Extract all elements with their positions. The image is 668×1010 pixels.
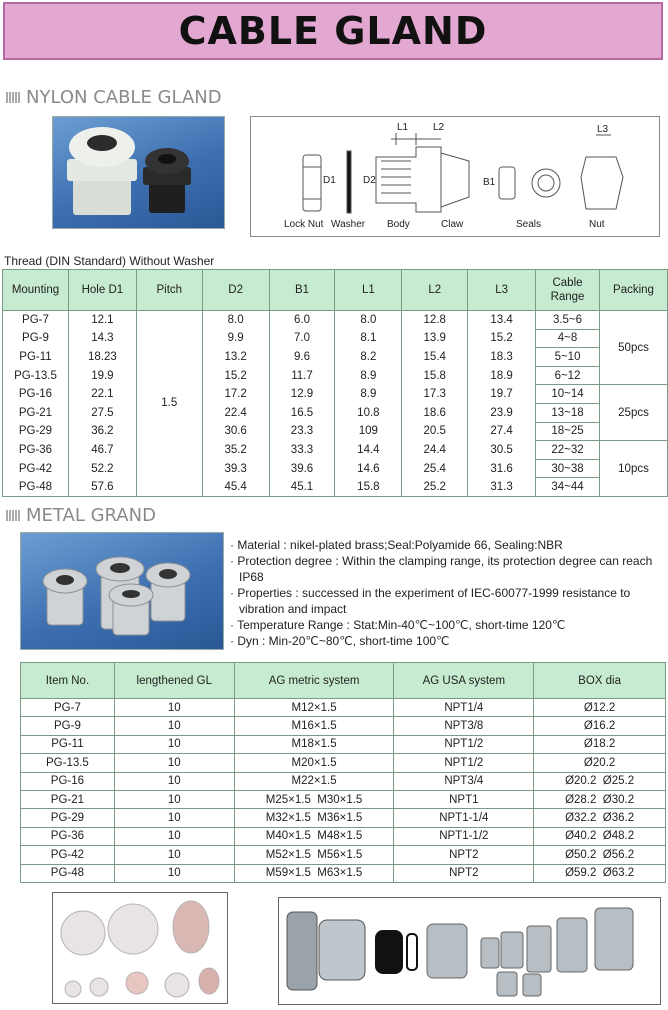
cell-l1: 109 bbox=[335, 422, 402, 441]
dim-d2: D2 bbox=[363, 175, 376, 186]
metal-gland-photo bbox=[20, 532, 224, 650]
cell-ag-metric: M40×1.5 M48×1.5 bbox=[234, 827, 394, 845]
prop-material: · Material : nikel-plated brass;Seal:Polyamide 66, Sealing:NBR bbox=[230, 537, 666, 553]
cell-hole-d1: 57.6 bbox=[68, 478, 136, 497]
thread-caption: Thread (DIN Standard) Without Washer bbox=[4, 254, 215, 268]
cell-l2: 25.2 bbox=[402, 478, 468, 497]
table-row bbox=[21, 790, 666, 808]
label-claw: Claw bbox=[441, 219, 464, 230]
cell-packing: 50pcs bbox=[600, 311, 668, 385]
cell-l3: 15.2 bbox=[468, 329, 536, 348]
cell-l3: 19.7 bbox=[468, 385, 536, 404]
cell-ag-metric: M52×1.5 M56×1.5 bbox=[234, 846, 394, 864]
cell-lengthened-gl: 10 bbox=[114, 827, 234, 845]
col-b1: B1 bbox=[269, 270, 335, 311]
heading-bars-icon bbox=[6, 510, 20, 521]
cell-packing: 25pcs bbox=[600, 385, 668, 441]
cell-mounting: PG-42 bbox=[3, 459, 69, 478]
prop-protection-degree: · Protection degree : Within the clamping range, its protection degree can reach IP68 bbox=[230, 553, 666, 585]
cell-b1: 45.1 bbox=[269, 478, 335, 497]
table-row bbox=[3, 403, 668, 422]
col-hole-d1: Hole D1 bbox=[68, 270, 136, 311]
cell-l1: 14.4 bbox=[335, 441, 402, 460]
cell-packing: 10pcs bbox=[600, 441, 668, 497]
cell-b1: 33.3 bbox=[269, 441, 335, 460]
cell-item-no: PG-11 bbox=[21, 735, 115, 753]
cell-ag-metric: M12×1.5 bbox=[234, 699, 394, 717]
cell-lengthened-gl: 10 bbox=[114, 864, 234, 882]
cell-b1: 39.6 bbox=[269, 459, 335, 478]
dim-l2: L2 bbox=[433, 122, 445, 133]
cell-d2: 39.3 bbox=[202, 459, 269, 478]
cell-lengthened-gl: 10 bbox=[114, 699, 234, 717]
table-row bbox=[3, 366, 668, 385]
metal-spec-table bbox=[20, 662, 666, 883]
cell-ag-metric: M18×1.5 bbox=[234, 735, 394, 753]
cell-mounting: PG-21 bbox=[3, 403, 69, 422]
cell-l3: 31.6 bbox=[468, 459, 536, 478]
cell-mounting: PG-29 bbox=[3, 422, 69, 441]
cell-ag-metric: M32×1.5 M36×1.5 bbox=[234, 809, 394, 827]
cell-box-dia: Ø59.2 Ø63.2 bbox=[534, 864, 666, 882]
cell-box-dia: Ø16.2 bbox=[534, 717, 666, 735]
dim-b1: B1 bbox=[483, 177, 496, 188]
cell-item-no: PG-48 bbox=[21, 864, 115, 882]
cell-l3: 23.9 bbox=[468, 403, 536, 422]
dim-l1: L1 bbox=[397, 122, 409, 133]
prop-temperature-range: · Temperature Range : Stat:Min-40℃~100℃, short-time 120℃ bbox=[230, 617, 666, 633]
cell-mounting: PG-9 bbox=[3, 329, 69, 348]
table-row bbox=[21, 754, 666, 772]
cell-l2: 18.6 bbox=[402, 403, 468, 422]
table-row bbox=[3, 311, 668, 330]
cell-mounting: PG-11 bbox=[3, 348, 69, 367]
cell-d2: 35.2 bbox=[202, 441, 269, 460]
cell-item-no: PG-9 bbox=[21, 717, 115, 735]
nylon-header-row bbox=[3, 270, 668, 311]
label-nut: Nut bbox=[589, 219, 605, 230]
cell-b1: 12.9 bbox=[269, 385, 335, 404]
cell-d2: 15.2 bbox=[202, 366, 269, 385]
table-row bbox=[3, 441, 668, 460]
cell-cable-range: 6~12 bbox=[536, 366, 600, 385]
col-mounting: Mounting bbox=[3, 270, 69, 311]
nylon-spec-table bbox=[2, 269, 668, 497]
cell-l2: 12.8 bbox=[402, 311, 468, 330]
col-d2: D2 bbox=[202, 270, 269, 311]
cell-ag-usa: NPT3/8 bbox=[394, 717, 534, 735]
cell-ag-metric: M25×1.5 M30×1.5 bbox=[234, 790, 394, 808]
cell-l1: 15.8 bbox=[335, 478, 402, 497]
cell-l1: 8.9 bbox=[335, 385, 402, 404]
table-row bbox=[3, 478, 668, 497]
cell-l1: 8.9 bbox=[335, 366, 402, 385]
col-packing: Packing bbox=[600, 270, 668, 311]
cell-hole-d1: 12.1 bbox=[68, 311, 136, 330]
col-l3: L3 bbox=[468, 270, 536, 311]
cell-l2: 24.4 bbox=[402, 441, 468, 460]
cell-box-dia: Ø50.2 Ø56.2 bbox=[534, 846, 666, 864]
cell-cable-range: 22~32 bbox=[536, 441, 600, 460]
cell-mounting: PG-13.5 bbox=[3, 366, 69, 385]
cell-l3: 18.9 bbox=[468, 366, 536, 385]
metal-heading-text: METAL GRAND bbox=[26, 505, 156, 526]
cell-hole-d1: 19.9 bbox=[68, 366, 136, 385]
table-row bbox=[21, 699, 666, 717]
table-row bbox=[21, 864, 666, 882]
cell-d2: 17.2 bbox=[202, 385, 269, 404]
cell-hole-d1: 14.3 bbox=[68, 329, 136, 348]
table-row bbox=[21, 772, 666, 790]
title-banner bbox=[3, 2, 663, 60]
cell-item-no: PG-21 bbox=[21, 790, 115, 808]
cell-d2: 13.2 bbox=[202, 348, 269, 367]
cell-cable-range: 13~18 bbox=[536, 403, 600, 422]
cell-l1: 8.2 bbox=[335, 348, 402, 367]
metal-properties-list bbox=[230, 537, 666, 649]
col-lengthened-gl: lengthened GL bbox=[114, 663, 234, 699]
accessories-photo bbox=[278, 897, 661, 1005]
cell-mounting: PG-7 bbox=[3, 311, 69, 330]
cell-l3: 13.4 bbox=[468, 311, 536, 330]
prop-properties: · Properties : successed in the experiment of IEC-60077-1999 resistance to vibration and impact bbox=[230, 585, 666, 617]
table-row bbox=[21, 717, 666, 735]
cell-item-no: PG-36 bbox=[21, 827, 115, 845]
cell-l1: 14.6 bbox=[335, 459, 402, 478]
cell-b1: 9.6 bbox=[269, 348, 335, 367]
cell-box-dia: Ø20.2 Ø25.2 bbox=[534, 772, 666, 790]
cell-l1: 10.8 bbox=[335, 403, 402, 422]
col-cable-range: Cable Range bbox=[536, 270, 600, 311]
table-row bbox=[21, 735, 666, 753]
label-lock-nut: Lock Nut bbox=[284, 219, 324, 230]
label-body: Body bbox=[387, 219, 410, 230]
cell-b1: 16.5 bbox=[269, 403, 335, 422]
cell-d2: 8.0 bbox=[202, 311, 269, 330]
cell-ag-usa: NPT1-1/4 bbox=[394, 809, 534, 827]
nylon-heading-text: NYLON CABLE GLAND bbox=[26, 87, 222, 108]
blanking-plugs-photo bbox=[52, 892, 228, 1004]
table-row bbox=[21, 827, 666, 845]
cell-hole-d1: 46.7 bbox=[68, 441, 136, 460]
cell-l2: 20.5 bbox=[402, 422, 468, 441]
cell-lengthened-gl: 10 bbox=[114, 790, 234, 808]
cell-b1: 23.3 bbox=[269, 422, 335, 441]
cell-mounting: PG-48 bbox=[3, 478, 69, 497]
cell-ag-metric: M59×1.5 M63×1.5 bbox=[234, 864, 394, 882]
cell-ag-metric: M22×1.5 bbox=[234, 772, 394, 790]
cell-l1: 8.1 bbox=[335, 329, 402, 348]
dim-d1: D1 bbox=[323, 175, 336, 186]
cell-d2: 45.4 bbox=[202, 478, 269, 497]
cell-hole-d1: 27.5 bbox=[68, 403, 136, 422]
table-row bbox=[21, 846, 666, 864]
cell-ag-usa: NPT1-1/2 bbox=[394, 827, 534, 845]
cell-l2: 17.3 bbox=[402, 385, 468, 404]
col-l1: L1 bbox=[335, 270, 402, 311]
table-row bbox=[3, 348, 668, 367]
cell-ag-metric: M16×1.5 bbox=[234, 717, 394, 735]
label-seals: Seals bbox=[516, 219, 542, 230]
col-box-dia: BOX dia bbox=[534, 663, 666, 699]
cell-box-dia: Ø32.2 Ø36.2 bbox=[534, 809, 666, 827]
table-row bbox=[3, 459, 668, 478]
prop-dyn: · Dyn : Min-20℃~80℃, short-time 100℃ bbox=[230, 633, 666, 649]
table-row bbox=[21, 809, 666, 827]
cell-box-dia: Ø28.2 Ø30.2 bbox=[534, 790, 666, 808]
cell-hole-d1: 52.2 bbox=[68, 459, 136, 478]
cell-ag-usa: NPT1/4 bbox=[394, 699, 534, 717]
cell-d2: 22.4 bbox=[202, 403, 269, 422]
cell-lengthened-gl: 10 bbox=[114, 735, 234, 753]
cell-box-dia: Ø20.2 bbox=[534, 754, 666, 772]
cell-l2: 15.8 bbox=[402, 366, 468, 385]
table-row bbox=[3, 422, 668, 441]
cell-cable-range: 4~8 bbox=[536, 329, 600, 348]
cell-item-no: PG-16 bbox=[21, 772, 115, 790]
cell-ag-usa: NPT2 bbox=[394, 846, 534, 864]
exploded-diagram bbox=[250, 116, 660, 237]
col-ag-metric: AG metric system bbox=[234, 663, 394, 699]
cell-item-no: PG-29 bbox=[21, 809, 115, 827]
cell-ag-metric: M20×1.5 bbox=[234, 754, 394, 772]
cell-b1: 7.0 bbox=[269, 329, 335, 348]
metal-header-row bbox=[21, 663, 666, 699]
cell-item-no: PG-13.5 bbox=[21, 754, 115, 772]
nylon-section-heading bbox=[6, 87, 222, 108]
cell-ag-usa: NPT3/4 bbox=[394, 772, 534, 790]
cell-cable-range: 10~14 bbox=[536, 385, 600, 404]
col-ag-usa: AG USA system bbox=[394, 663, 534, 699]
nylon-gland-photo bbox=[52, 116, 225, 229]
cell-ag-usa: NPT1/2 bbox=[394, 754, 534, 772]
cell-mounting: PG-36 bbox=[3, 441, 69, 460]
cell-b1: 6.0 bbox=[269, 311, 335, 330]
cell-d2: 9.9 bbox=[202, 329, 269, 348]
cell-l1: 8.0 bbox=[335, 311, 402, 330]
cell-hole-d1: 36.2 bbox=[68, 422, 136, 441]
cell-l3: 27.4 bbox=[468, 422, 536, 441]
dim-l3: L3 bbox=[597, 124, 609, 135]
cell-cable-range: 3.5~6 bbox=[536, 311, 600, 330]
cell-hole-d1: 22.1 bbox=[68, 385, 136, 404]
cell-ag-usa: NPT1 bbox=[394, 790, 534, 808]
cell-cable-range: 18~25 bbox=[536, 422, 600, 441]
cell-item-no: PG-42 bbox=[21, 846, 115, 864]
page-title: CABLE GLAND bbox=[178, 9, 488, 53]
col-item-no: Item No. bbox=[21, 663, 115, 699]
cell-b1: 11.7 bbox=[269, 366, 335, 385]
table-row bbox=[3, 385, 668, 404]
cell-hole-d1: 18.23 bbox=[68, 348, 136, 367]
cell-d2: 30.6 bbox=[202, 422, 269, 441]
cell-mounting: PG-16 bbox=[3, 385, 69, 404]
cell-l3: 18.3 bbox=[468, 348, 536, 367]
cell-l2: 13.9 bbox=[402, 329, 468, 348]
cell-lengthened-gl: 10 bbox=[114, 717, 234, 735]
heading-bars-icon bbox=[6, 92, 20, 103]
cell-l3: 30.5 bbox=[468, 441, 536, 460]
cell-lengthened-gl: 10 bbox=[114, 809, 234, 827]
cell-ag-usa: NPT1/2 bbox=[394, 735, 534, 753]
cell-l3: 31.3 bbox=[468, 478, 536, 497]
cell-lengthened-gl: 10 bbox=[114, 772, 234, 790]
cell-cable-range: 5~10 bbox=[536, 348, 600, 367]
label-washer: Washer bbox=[331, 219, 366, 230]
cell-item-no: PG-7 bbox=[21, 699, 115, 717]
cell-box-dia: Ø40.2 Ø48.2 bbox=[534, 827, 666, 845]
metal-section-heading bbox=[6, 505, 156, 526]
cell-box-dia: Ø12.2 bbox=[534, 699, 666, 717]
cell-lengthened-gl: 10 bbox=[114, 846, 234, 864]
cell-cable-range: 34~44 bbox=[536, 478, 600, 497]
table-row bbox=[3, 329, 668, 348]
col-l2: L2 bbox=[402, 270, 468, 311]
cell-pitch: 1.5 bbox=[136, 311, 202, 497]
cell-box-dia: Ø18.2 bbox=[534, 735, 666, 753]
cell-cable-range: 30~38 bbox=[536, 459, 600, 478]
cell-ag-usa: NPT2 bbox=[394, 864, 534, 882]
cell-l2: 15.4 bbox=[402, 348, 468, 367]
cell-lengthened-gl: 10 bbox=[114, 754, 234, 772]
cell-l2: 25.4 bbox=[402, 459, 468, 478]
col-pitch: Pitch bbox=[136, 270, 202, 311]
